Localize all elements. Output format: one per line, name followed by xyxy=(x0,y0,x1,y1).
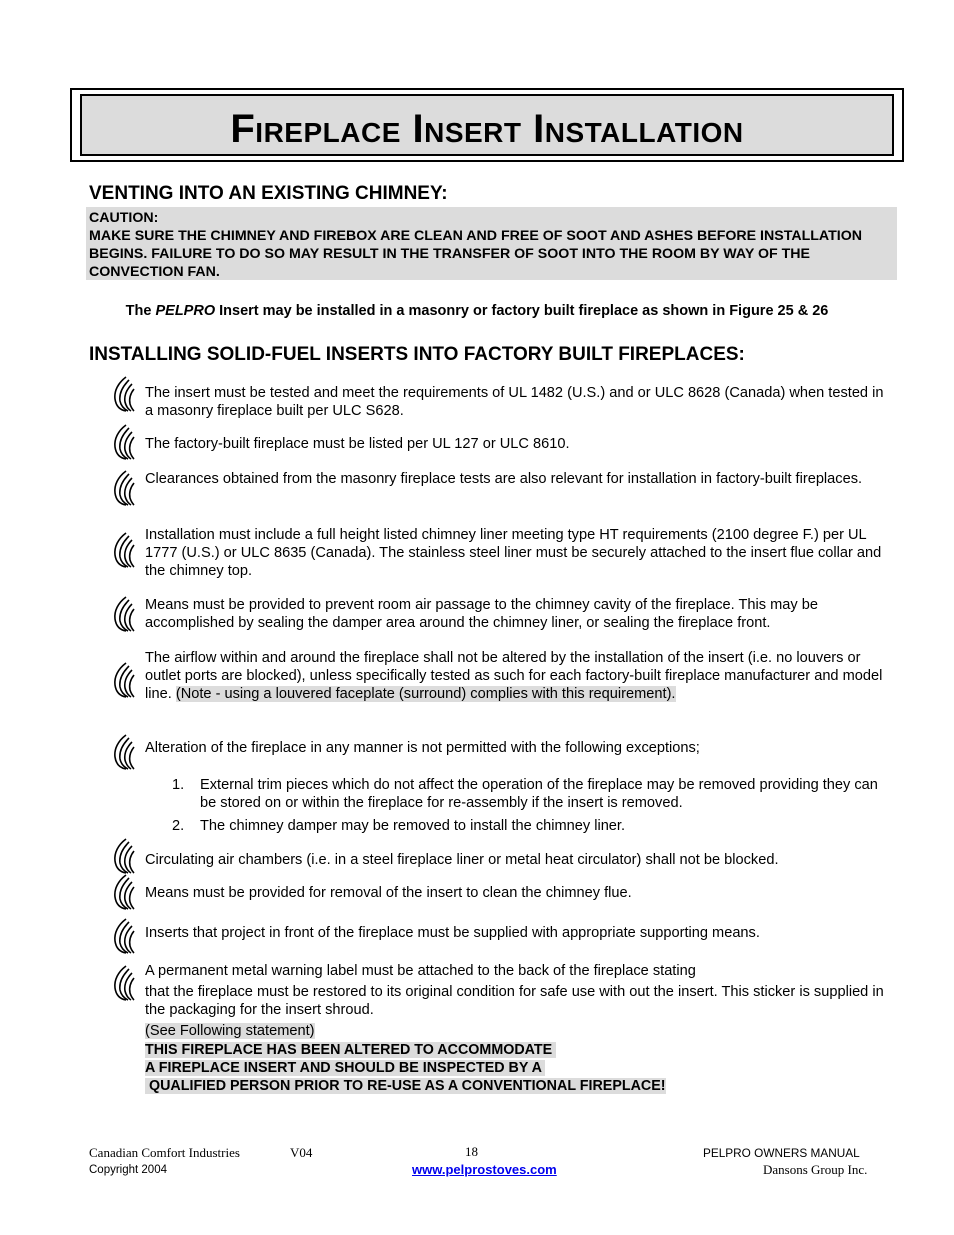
page-title-inner xyxy=(80,94,894,156)
exception-text: The chimney damper may be removed to install the chimney liner. xyxy=(200,818,626,834)
warning-line: QUALIFIED PERSON PRIOR TO RE-USE AS A CONVENTIONAL FIREPLACE! xyxy=(145,1078,666,1094)
footer-manual: PELPRO OWNERS MANUAL xyxy=(703,1146,860,1160)
bullet-text: The insert must be tested and meet the requirements of UL 1482 (U.S.) and or ULC 8628 (Canada) when tested in a masonry fireplace built per ULC S628. xyxy=(145,385,884,419)
bullet-text: Inserts that project in front of the fireplace must be supplied with appropriate supporting means. xyxy=(145,925,760,941)
bullet-text: Installation must include a full height listed chimney liner meeting type HT requirements (2100 degree F.) per UL 1777 (U.S.) or ULC 8635 (Canada). The stainless steel liner must be securely attached to the insert flue collar and the chimney top. xyxy=(145,527,882,579)
footer-copyright: Copyright 2004 xyxy=(89,1164,167,1176)
intro-post: Insert may be installed in a masonry or factory built fireplace as shown in Figure 25 & 26 xyxy=(215,303,829,319)
intro-brand: PELPRO xyxy=(155,303,216,319)
bullet-text: Clearances obtained from the masonry fireplace tests are also relevant for installation in factory-built fireplaces. xyxy=(145,471,863,487)
section-heading-installing: INSTALLING SOLID-FUEL INSERTS INTO FACTORY BUILT FIREPLACES: xyxy=(89,344,745,365)
page-title-box xyxy=(70,88,904,162)
flame-bullet-icon xyxy=(112,375,136,413)
flame-bullet-icon xyxy=(112,423,136,461)
bullet-text: The airflow within and around the fireplace shall not be altered by the installation of the insert (i.e. no louvers or outlet ports are blocked), unless specifically tested as such for each factory-built fireplace manufacturer and model line. xyxy=(145,650,883,702)
bullet-text: Means must be provided to prevent room air passage to the chimney cavity of the fireplace. This may be accomplished by sealing the damper area around the chimney liner, or sealing the fireplace front. xyxy=(145,597,819,631)
footer-company: Canadian Comfort Industries xyxy=(89,1145,240,1160)
exception-number: 2. xyxy=(172,818,185,834)
flame-bullet-icon xyxy=(112,531,136,569)
intro-statement xyxy=(0,303,954,319)
page-title: Fireplace Insert Installation xyxy=(230,107,744,151)
flame-bullet-icon xyxy=(112,661,136,699)
see-following: (See Following statement) xyxy=(145,1023,315,1039)
warning-statement xyxy=(145,1041,666,1095)
flame-bullet-icon xyxy=(112,873,136,911)
caution-label: CAUTION: xyxy=(89,210,159,226)
caution-block xyxy=(89,209,899,281)
flame-bullet-icon xyxy=(112,469,136,507)
intro-pre: The xyxy=(125,303,156,319)
section-heading-venting: VENTING INTO AN EXISTING CHIMNEY: xyxy=(89,183,448,204)
flame-bullet-icon xyxy=(112,733,136,771)
exception-text: External trim pieces which do not affect the operation of the fireplace may be removed providing they can be stored on or within the fireplace for re-assembly if the insert is removed. xyxy=(200,777,878,811)
flame-bullet-icon xyxy=(112,964,136,1002)
exception-number: 1. xyxy=(172,777,185,793)
bullet-text: Means must be provided for removal of the insert to clean the chimney flue. xyxy=(145,885,632,901)
footer-page-number: 18 xyxy=(465,1144,478,1159)
label-continued-text: that the fireplace must be restored to its original condition for safe use with out the insert. This sticker is supplied in the packaging for the insert shroud. xyxy=(145,984,884,1018)
footer-version: V04 xyxy=(290,1145,313,1160)
bullet-airflow xyxy=(145,649,885,703)
bullet-text: A permanent metal warning label must be attached to the back of the fireplace stating xyxy=(145,963,696,979)
flame-bullet-icon xyxy=(112,917,136,955)
warning-line: THIS FIREPLACE HAS BEEN ALTERED TO ACCOMMODATE xyxy=(145,1042,557,1058)
flame-bullet-icon xyxy=(112,595,136,633)
flame-bullet-icon xyxy=(112,837,136,875)
footer-website-link[interactable]: www.pelprostoves.com xyxy=(412,1162,557,1177)
bullet-text: Alteration of the fireplace in any manner is not permitted with the following exceptions; xyxy=(145,740,700,756)
warning-line: A FIREPLACE INSERT AND SHOULD BE INSPECTED BY A xyxy=(145,1060,546,1076)
bullet-text: Circulating air chambers (i.e. in a steel fireplace liner or metal heat circulator) shall not be blocked. xyxy=(145,852,779,868)
caution-text: MAKE SURE THE CHIMNEY AND FIREBOX ARE CLEAN AND FREE OF SOOT AND ASHES BEFORE INSTALLATION BEGINS. FAILURE TO DO SO MAY RESULT IN THE TRANSFER OF SOOT INTO THE ROOM BY WAY OF THE CONVECTION FAN. xyxy=(89,228,862,280)
highlighted-note: (Note - using a louvered faceplate (surround) complies with this requirement). xyxy=(175,686,676,702)
footer-group: Dansons Group Inc. xyxy=(763,1162,868,1177)
bullet-text: The factory-built fireplace must be listed per UL 127 or ULC 8610. xyxy=(145,436,570,452)
